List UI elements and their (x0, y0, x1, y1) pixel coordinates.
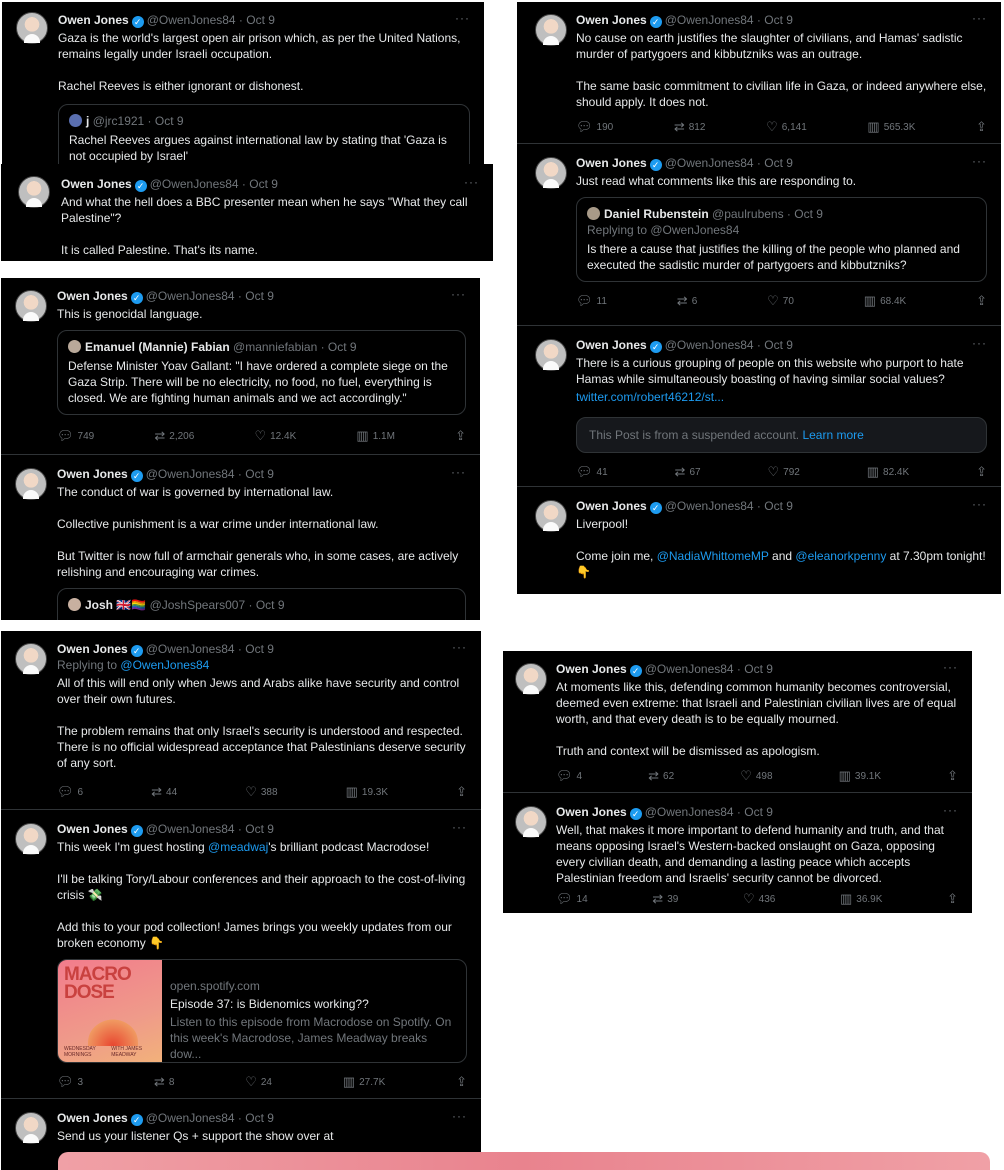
author-handle[interactable]: @OwenJones84 · Oct 9 (664, 13, 793, 27)
author-name[interactable]: Owen Jones (576, 338, 647, 352)
replying-to-link[interactable]: @OwenJones84 (120, 658, 210, 672)
action-bar (556, 769, 958, 783)
tweet[interactable] (503, 651, 972, 793)
reply-button[interactable] (576, 293, 607, 309)
repost-count: 62 (663, 770, 675, 782)
repost-icon: ⇄ (154, 428, 166, 443)
reply-icon: 💬︎ (576, 119, 593, 134)
views-button[interactable] (356, 428, 395, 444)
verified-check-icon: ✓ (131, 470, 143, 482)
action-bar (576, 120, 987, 134)
reply-icon: 💬︎ (556, 768, 573, 783)
views-button[interactable] (346, 784, 388, 800)
media-preview[interactable] (58, 1152, 990, 1170)
tweet-text: No cause on earth justifies the slaughter of civilians, and Hamas' sadistic murder of partygoers and kibbutzniks was an outrage. The same basic commitment to civilian life in Gaza, or indeed anywhere else, should apply. It does not. (576, 31, 987, 109)
like-button[interactable] (767, 464, 799, 480)
views-icon: ▥ (356, 428, 369, 443)
verified-check-icon: ✓ (131, 1114, 143, 1126)
reply-count: 6 (77, 786, 84, 798)
author-handle[interactable]: @OwenJones84 · Oct 9 (664, 156, 793, 170)
quoted-tweet[interactable] (576, 197, 987, 282)
reply-icon: 💬︎ (556, 891, 573, 906)
tweet-text: And what the hell does a BBC presenter mean when he says "What they call Palestine"? It is called Palestine. That's its name. (61, 195, 468, 257)
tweet-link[interactable]: twitter.com/robert46212/st... (576, 390, 725, 404)
reply-button[interactable] (556, 891, 588, 907)
action-bar (57, 1075, 467, 1089)
author-name[interactable]: Owen Jones (556, 662, 627, 676)
like-button[interactable] (743, 891, 775, 907)
reply-count: 41 (596, 466, 608, 478)
heart-icon: ♡ (742, 891, 755, 906)
like-button[interactable] (767, 293, 794, 309)
views-icon: ▥ (863, 293, 877, 308)
quote-author-name: Emanuel (Mannie) Fabian (85, 340, 230, 354)
share-button[interactable] (976, 464, 987, 480)
share-icon: ⇪ (456, 784, 467, 799)
quote-text: Is there a cause that justifies the killing of the people who planned and executed the sadistic murder of partygoers and kibbutzniks? (587, 242, 960, 272)
repost-button[interactable] (652, 891, 678, 907)
action-bar (57, 785, 467, 799)
share-button[interactable] (455, 428, 466, 444)
tweet[interactable] (1, 164, 493, 261)
views-icon: ▥ (838, 768, 851, 783)
reply-button[interactable] (57, 1074, 83, 1090)
action-bar (576, 294, 987, 308)
share-button[interactable] (456, 1074, 467, 1090)
reply-icon: 💬︎ (57, 1074, 74, 1089)
share-icon: ⇪ (947, 768, 958, 783)
repost-count: 6 (691, 295, 698, 307)
repost-button[interactable] (648, 768, 674, 784)
quote-author-handle: @paulrubens · Oct 9 (712, 207, 823, 221)
tweet[interactable] (1, 811, 481, 1099)
tweet[interactable] (517, 488, 1001, 594)
views-icon: ▥ (342, 1074, 356, 1089)
reply-count: 14 (576, 893, 588, 905)
tweet-text: Gaza is the world's largest open air prison which, as per the United Nations, remains legally under Israeli occupation. Rachel Reeves is either ignorant or dishonest. (58, 31, 461, 93)
mention-link[interactable]: @eleanorkpenny (795, 549, 887, 563)
verified-check-icon: ✓ (135, 180, 147, 192)
avatar[interactable] (15, 643, 47, 675)
view-count: 27.7K (359, 1076, 386, 1088)
like-count: 498 (755, 770, 773, 782)
author-handle[interactable]: @OwenJones84 · Oct 9 (146, 13, 275, 27)
views-button[interactable] (839, 768, 881, 784)
repost-icon: ⇄ (151, 784, 163, 799)
view-count: 82.4K (883, 466, 910, 478)
repost-button[interactable] (151, 784, 177, 800)
views-button[interactable] (343, 1074, 385, 1090)
more-dots-icon[interactable]: ··· (452, 640, 467, 654)
mention-link[interactable]: @meadwaj (208, 840, 269, 854)
like-count: 12.4K (270, 430, 297, 442)
author-handle[interactable]: @OwenJones84 · Oct 9 (664, 338, 793, 352)
author-handle[interactable]: @OwenJones84 · Oct 9 (145, 1111, 274, 1125)
repost-count: 2,206 (169, 430, 195, 442)
more-dots-icon[interactable]: ··· (972, 497, 987, 511)
author-handle[interactable]: @OwenJones84 · Oct 9 (644, 662, 773, 676)
tweet-text-part: at 7.30pm tonight! 👇 (576, 549, 986, 579)
view-count: 68.4K (880, 295, 907, 307)
repost-icon: ⇄ (153, 1074, 165, 1089)
author-name[interactable]: Owen Jones (57, 822, 128, 836)
tweet[interactable] (517, 327, 1001, 487)
more-dots-icon[interactable]: ··· (455, 11, 470, 25)
view-count: 19.3K (361, 786, 389, 798)
author-handle[interactable]: @OwenJones84 · Oct 9 (145, 467, 274, 481)
like-count: 388 (260, 786, 278, 798)
avatar[interactable] (18, 176, 50, 208)
view-count: 39.1K (854, 770, 882, 782)
tweet[interactable] (1, 456, 480, 620)
tweet[interactable] (1, 631, 481, 810)
more-dots-icon[interactable]: ··· (464, 175, 479, 189)
reply-count: 3 (77, 1076, 84, 1088)
view-count: 1.1M (372, 430, 395, 442)
link-card[interactable] (57, 959, 467, 1063)
avatar (587, 207, 600, 220)
learn-more-link[interactable]: Learn more (802, 428, 864, 442)
verified-check-icon: ✓ (650, 16, 662, 28)
repost-icon: ⇄ (652, 891, 664, 906)
repost-button[interactable] (154, 428, 194, 444)
screenshot-panel-2 (1, 164, 493, 261)
screenshot-panel-4 (1, 631, 481, 1170)
action-bar (576, 465, 987, 479)
author-name[interactable]: Owen Jones (576, 499, 647, 513)
card-domain: open.spotify.com (170, 979, 260, 993)
suspended-notice (576, 417, 987, 453)
heart-icon: ♡ (254, 428, 267, 443)
author-name[interactable]: Owen Jones (58, 13, 129, 27)
views-icon: ▥ (345, 784, 358, 799)
share-icon: ⇪ (976, 464, 987, 479)
repost-count: 39 (667, 893, 679, 905)
tweet-text-part: 's brilliant podcast Macrodose! I'll be talking Tory/Labour conferences and their approach to the cost-of-living crisis 💸 Add this to your pod collection! James brings you weekly updates from our broken economy 👇 (57, 840, 466, 950)
verified-check-icon: ✓ (650, 502, 662, 514)
avatar[interactable] (515, 663, 547, 695)
share-icon: ⇪ (456, 1074, 467, 1089)
verified-check-icon: ✓ (131, 645, 143, 657)
heart-icon: ♡ (245, 784, 257, 799)
screenshot-panel-6 (503, 651, 972, 913)
tweet-text (576, 548, 987, 580)
tweet-text-part: Come join me, (576, 549, 657, 563)
author-handle[interactable]: @OwenJones84 · Oct 9 (664, 499, 793, 513)
like-count: 6,141 (781, 121, 807, 133)
avatar[interactable] (535, 339, 567, 371)
like-button[interactable] (254, 428, 296, 444)
more-dots-icon[interactable]: ··· (972, 11, 987, 25)
quote-author-handle: @JoshSpears007 · Oct 9 (149, 598, 285, 612)
tweet-text: The conduct of war is governed by international law. Collective punishment is a war crime under international law. But Twitter is now full of armchair generals who, in some cases, are actively relishing and encouraging war crimes. (57, 485, 459, 579)
avatar[interactable] (15, 1112, 47, 1144)
quoted-tweet[interactable] (57, 588, 466, 620)
replying-to: Replying to @OwenJones84 (587, 223, 740, 237)
avatar[interactable] (535, 500, 567, 532)
replying-to (57, 657, 467, 673)
more-dots-icon[interactable]: ··· (451, 465, 466, 479)
share-button[interactable] (976, 119, 987, 135)
action-bar (57, 429, 466, 443)
tweet-text: Liverpool! (576, 517, 629, 531)
quote-author-handle: @jrc1921 · Oct 9 (92, 114, 184, 128)
repost-button[interactable] (154, 1074, 174, 1090)
like-button[interactable] (245, 784, 277, 800)
view-count: 36.9K (856, 893, 883, 905)
author-name[interactable]: Owen Jones (57, 467, 128, 481)
repost-count: 8 (168, 1076, 175, 1088)
tweet-text: All of this will end only when Jews and Arabs alike have security and control over their own futures. The problem remains that only Israel's security is understood and respected. There is no official widespread acceptance that Palestinians deserve security of any sort. (57, 676, 466, 770)
repost-icon: ⇄ (673, 119, 685, 134)
verified-check-icon: ✓ (131, 292, 143, 304)
card-thumbnail (58, 960, 162, 1063)
reply-icon: 💬︎ (57, 428, 74, 443)
author-handle[interactable]: @OwenJones84 · Oct 9 (145, 822, 274, 836)
tweet[interactable] (517, 2, 1001, 144)
author-handle[interactable]: @OwenJones84 · Oct 9 (145, 642, 274, 656)
author-name[interactable]: Owen Jones (61, 177, 132, 191)
verified-check-icon: ✓ (650, 341, 662, 353)
tweet-text: Well, that makes it more important to defend humanity and truth, and that means opposing Israel's Western-backed onslaught on Gaza, opposing every civilian death, and demanding a lasting peace which accepts Palestinian freedom and Israelis' security cannot be divorced. (556, 823, 944, 885)
tweet-text (57, 839, 467, 951)
author-name[interactable]: Owen Jones (556, 805, 627, 819)
like-count: 792 (783, 466, 800, 478)
heart-icon: ♡ (767, 293, 779, 308)
card-title: Episode 37: is Bidenomics working?? (170, 997, 369, 1011)
screenshot-panel-5 (517, 2, 1001, 594)
author-name[interactable]: Owen Jones (57, 289, 128, 303)
like-button[interactable] (740, 768, 772, 784)
like-count: 24 (260, 1076, 272, 1088)
heart-icon: ♡ (766, 119, 778, 134)
author-name[interactable]: Owen Jones (57, 1111, 128, 1125)
avatar (69, 114, 82, 127)
like-count: 70 (782, 295, 794, 307)
share-button[interactable] (947, 891, 958, 907)
suspended-text: This Post is from a suspended account. (589, 428, 800, 442)
screenshot-panel-3 (1, 278, 480, 620)
more-dots-icon[interactable]: ··· (451, 287, 466, 301)
thumbnail-caption: WEDNESDAY MORNINGS (64, 1046, 96, 1058)
quote-author-name: Josh 🇬🇧🏳️‍🌈 (85, 598, 147, 612)
author-name[interactable]: Owen Jones (576, 13, 647, 27)
quote-text: Rachel Reeves argues against international law by stating that 'Gaza is not occupied by Israel' (69, 133, 447, 163)
verified-check-icon: ✓ (630, 665, 642, 677)
tweet-text: There is a curious grouping of people on this website who purport to hate Hamas while simultaneously boasting of having similar social values? (576, 356, 964, 386)
quoted-tweet[interactable] (57, 330, 466, 415)
more-dots-icon[interactable]: ··· (452, 1109, 467, 1123)
reply-count: 4 (576, 770, 583, 782)
like-button[interactable] (245, 1074, 272, 1090)
views-button[interactable] (867, 119, 915, 135)
tweet-text: This is genocidal language. (57, 307, 203, 321)
share-button[interactable] (976, 293, 987, 309)
share-icon: ⇪ (455, 428, 466, 443)
views-button[interactable] (867, 464, 909, 480)
quote-author-handle: @manniefabian · Oct 9 (233, 340, 357, 354)
avatar[interactable] (535, 157, 567, 189)
like-button[interactable] (766, 119, 807, 135)
avatar (68, 598, 81, 611)
repost-count: 812 (688, 121, 706, 133)
tweet-text: Send us your listener Qs + support the show over at (57, 1129, 334, 1143)
quoted-tweet[interactable] (58, 104, 470, 164)
author-name[interactable]: Owen Jones (57, 642, 128, 656)
mention-link[interactable]: @NadiaWhittomeMP (656, 549, 769, 563)
like-count: 436 (758, 893, 776, 905)
repost-icon: ⇄ (674, 464, 686, 479)
repost-icon: ⇄ (676, 293, 688, 308)
sun-graphic (88, 1018, 138, 1046)
reply-icon: 💬︎ (57, 784, 74, 799)
tweet-text-part: This week I'm guest hosting (57, 840, 209, 854)
avatar[interactable] (535, 14, 567, 46)
quote-author-name: j (86, 114, 90, 128)
repost-icon: ⇄ (648, 768, 660, 783)
more-dots-icon[interactable]: ··· (943, 803, 958, 817)
view-count: 565.3K (883, 121, 916, 133)
author-handle[interactable]: @OwenJones84 · Oct 9 (145, 289, 274, 303)
more-dots-icon[interactable]: ··· (452, 820, 467, 834)
card-description: Listen to this episode from Macrodose on Spotify. On this week's Macrodose, James Meadway breaks dow... (170, 1015, 452, 1061)
action-bar (556, 892, 958, 906)
reply-icon: 💬︎ (576, 293, 593, 308)
more-dots-icon[interactable]: ··· (972, 154, 987, 168)
tweet[interactable] (2, 2, 484, 164)
avatar[interactable] (15, 290, 47, 322)
more-dots-icon[interactable]: ··· (972, 336, 987, 350)
more-dots-icon[interactable]: ··· (943, 660, 958, 674)
reply-count: 11 (596, 295, 607, 307)
quote-text: Defense Minister Yoav Gallant: "I have ordered a complete siege on the Gaza Strip. There will be no electricity, no food, no fuel, everything is closed. We are fighting human animals and we act accordingly." (68, 359, 448, 405)
verified-check-icon: ✓ (131, 825, 143, 837)
tweet[interactable] (1, 278, 480, 455)
author-name[interactable]: Owen Jones (576, 156, 647, 170)
reply-button[interactable] (556, 768, 582, 784)
thumbnail-caption: WITH JAMES MEADWAY (111, 1046, 143, 1058)
tweet-text: Just read what comments like this are responding to. (576, 174, 857, 188)
tweet-text-part: and (768, 549, 796, 563)
author-handle[interactable]: @OwenJones84 · Oct 9 (644, 805, 773, 819)
quote-author-name: Daniel Rubenstein (604, 207, 709, 221)
tweet[interactable] (503, 794, 972, 913)
repost-button[interactable] (674, 119, 706, 135)
views-icon: ▥ (839, 891, 853, 906)
reply-button[interactable] (576, 119, 613, 135)
heart-icon: ♡ (767, 464, 780, 479)
heart-icon: ♡ (245, 1074, 257, 1089)
share-icon: ⇪ (947, 891, 958, 906)
views-button[interactable] (864, 293, 906, 309)
verified-check-icon: ✓ (132, 16, 144, 28)
repost-count: 67 (689, 466, 701, 478)
share-button[interactable] (947, 768, 958, 784)
verified-check-icon: ✓ (630, 808, 642, 820)
reply-button[interactable] (57, 784, 83, 800)
tweet-text: At moments like this, defending common humanity becomes controversial, deemed even extreme: that Israeli and Palestinian civilian lives are of equal worth, and that every death is to be equally mourned. Truth and context will be dismissed as apologism. (556, 680, 957, 758)
avatar[interactable] (16, 12, 48, 44)
views-icon: ▥ (867, 119, 880, 134)
avatar[interactable] (15, 468, 47, 500)
share-icon: ⇪ (976, 119, 987, 134)
heart-icon: ♡ (740, 768, 752, 783)
views-button[interactable] (840, 891, 882, 907)
repost-button[interactable] (677, 293, 697, 309)
avatar[interactable] (515, 806, 547, 838)
avatar[interactable] (15, 823, 47, 855)
repost-button[interactable] (675, 464, 701, 480)
author-handle[interactable]: @OwenJones84 · Oct 9 (149, 177, 278, 191)
avatar (68, 340, 81, 353)
share-button[interactable] (456, 784, 467, 800)
replying-label: Replying to (57, 658, 118, 672)
share-icon: ⇪ (976, 293, 987, 308)
reply-icon: 💬︎ (576, 464, 593, 479)
screenshot-panel-1 (2, 2, 484, 164)
tweet[interactable] (517, 145, 1001, 326)
reply-count: 190 (596, 121, 614, 133)
reply-button[interactable] (576, 464, 608, 480)
verified-check-icon: ✓ (650, 159, 662, 171)
reply-count: 749 (77, 430, 95, 442)
reply-button[interactable] (57, 428, 94, 444)
repost-count: 44 (166, 786, 178, 798)
views-icon: ▥ (866, 464, 880, 479)
thumbnail-title: MACRO DOSE (64, 964, 131, 1003)
